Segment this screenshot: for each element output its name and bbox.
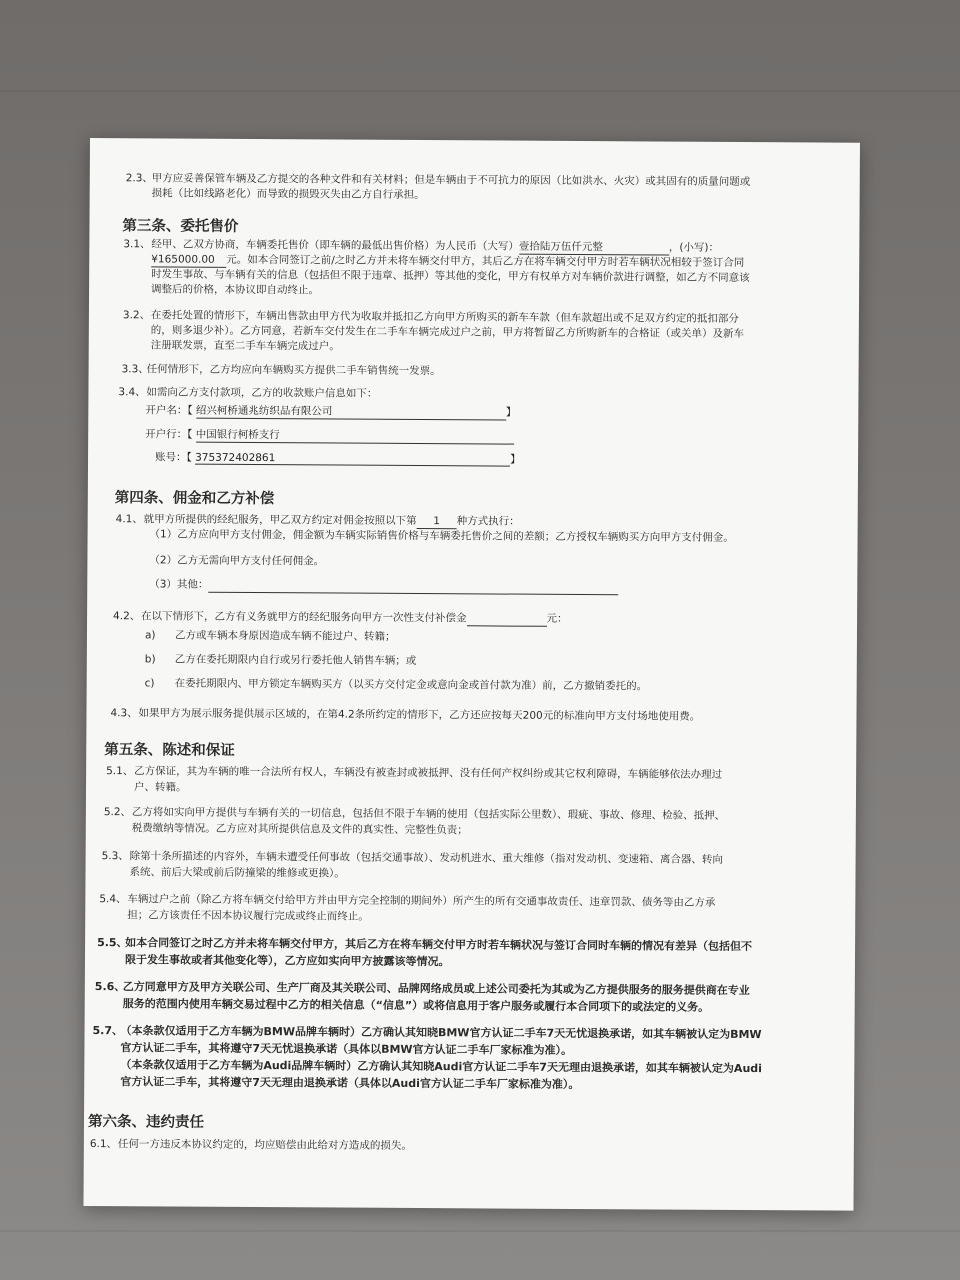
clause-3-1-line4: 调整后的价格，本协议即自动终止。 [151, 283, 320, 297]
clause-4-3-line1: 如果甲方为展示服务提供展示区域的，在第4.2条所约定的情形下，乙方还应按每天200元的标准向甲方支付场地使用费。 [138, 707, 701, 723]
clause-5-2-number: 5.2、 [103, 806, 132, 819]
commission-option-3-label: （3）其他： [149, 578, 209, 591]
clause-5-2-line1: 乙方将如实向甲方提供与车辆有关的一切信息，包括但不限于车辆的使用（包括实际公里数）、瑕疵、事故、修理、检验、抵押、 [131, 806, 726, 822]
item-c-text: 在委托期限内、甲方锁定车辆购买方（以买方交付定金或意向金或首付款为准）前，乙方撤销委托的。 [174, 677, 648, 693]
clause-5-1-line1: 乙方保证，其为车辆的唯一合法所有权人，车辆没有被查封或被抵押、没有任何产权纠纷或其它权利障碍，车辆能够依法办理过 [134, 765, 723, 781]
clause-5-3-line2: 系统、前后大梁或前后防撞梁的维修或更换）。 [129, 866, 345, 880]
clause-4-1-text: 就甲方所提供的经纪服务，甲乙双方约定对佣金按照以下第 [143, 513, 417, 528]
clause-5-3-number: 5.3、 [101, 850, 129, 863]
account-value: 375372402861 [195, 452, 510, 467]
clause-3-2-number: 3.2、 [122, 309, 151, 322]
bank-field: 开户行：【 中国银行柯桥支行 [145, 426, 514, 444]
account-label: 账号： [155, 451, 187, 464]
clause-5-4-number: 5.4、 [99, 893, 127, 906]
bank-label: 开户行： [145, 428, 188, 441]
clause-5-1-line2: 户、转籍。 [133, 781, 187, 794]
bank-value: 中国银行柯桥支行 [196, 427, 514, 445]
clause-3-1-line3: 时发生事故、与车辆有关的信息（包括但不限于违章、抵押）等其他的变化，甲方有权单方对车辆价款进行调整，如乙方不同意该 [151, 268, 750, 285]
clause-2-3-line2: 损耗（比如线路老化）而导致的损毁灭失由乙方自行承担。 [151, 187, 425, 202]
clause-5-3-line1: 除第十条所描述的内容外，车辆未遭受任何事故（包括交通事故）、发动机进水、重大维修（指对发动机、变速箱、离合器、转向 [129, 850, 723, 866]
clause-4-2-number: 4.2、 [113, 610, 141, 623]
clause-4-2-text: 在以下情形下，乙方有义务就甲方的经纪服务向甲方一次性支付补偿金 [141, 610, 467, 625]
clause-3-1-text: ，(小写)： [668, 241, 720, 254]
clause-5-7-line4: 官方认证二手车，其将遵守7天无理由退换承诺（具体以Audi官方认证二手车厂家标准为准）。 [120, 1075, 580, 1092]
clause-5-6-line2: 服务的范围内使用车辆交易过程中乙方的相关信息（“信息”）或将信息用于客户服务或履行本合同项下的或法定的义务。 [122, 997, 710, 1014]
clause-6-1-line1: 任何一方违反本协议约定的，均应赔偿由此给对方造成的损失。 [117, 1138, 412, 1152]
clause-4-1-line1 [144, 513, 520, 529]
article-4-title: 第四条、佣金和乙方补偿 [114, 490, 275, 508]
clause-5-7-line3: （本条款仅适用于乙方车辆为Audi品牌车辆时）乙方确认其知晓Audi官方认证二手车7天无理由退换承诺，如其车辆被认定为Audi [120, 1058, 762, 1076]
clause-3-3-number: 3.3、 [121, 363, 149, 376]
contract-page [83, 138, 860, 1211]
payee-name-value: 绍兴柯桥通兆纺织品有限公司 [196, 403, 506, 421]
clause-3-2-line1: 在委托处置的情形下，车辆出售款由甲方代为收取并抵扣乙方向甲方所购买的新车车款（但车款超出或不足双方约定的抵扣部分 [150, 309, 739, 325]
payee-name-label: 开户名： [145, 404, 188, 417]
account-field: 账号：【 375372402861 】 [155, 451, 521, 466]
clause-5-6-number: 5.6、 [94, 980, 126, 994]
clause-5-5-line2: 限于发生事故或者其他变化等），乙方应如实向甲方披露该等情况。 [124, 953, 450, 969]
clause-3-2-line3: 注册联发票，直至二手车车辆完成过户。 [150, 339, 340, 353]
clause-3-2-line2: 的，则多退少补）。乙方同意，若新车交付发生在二手车车辆完成过户之前，甲方将暂留乙方所购新车的合格证（或关单）及新车 [150, 324, 745, 340]
commission-option-3 [149, 578, 618, 595]
clause-5-5-number: 5.5、 [97, 936, 128, 950]
wood-grain [0, 1230, 960, 1232]
item-a-text: 乙方或车辆本身原因造成车辆不能过户、转籍； [174, 629, 396, 643]
clause-4-3-number: 4.3、 [110, 707, 138, 720]
clause-5-6-line1: 乙方同意甲方及甲方关联公司、生产厂商及其关联公司、品牌网络成员或上述公司委托为其或为乙方提供服务的服务提供商在专业 [122, 980, 750, 998]
item-a-label: a) [144, 629, 156, 642]
clause-6-1-number: 6.1、 [89, 1138, 118, 1151]
clause-5-2-line2: 税费缴纳等情况。乙方应对其所提供信息及文件的真实性、完整性负责； [131, 822, 468, 837]
clause-5-7-line2: 官方认证二手车，其将遵守7天无忧退换承诺（具体以BMW官方认证二手车厂家标准为准）。 [120, 1041, 573, 1057]
clause-3-3-line1: 任何情形下，乙方均应向车辆购买方提供二手车销售统一发票。 [146, 363, 441, 378]
clause-4-2-line1 [141, 610, 568, 627]
clause-3-4-line1: 如需向乙方支付款项，乙方的收款账户信息如下： [146, 386, 378, 400]
clause-3-1-number: 3.1、 [123, 238, 151, 251]
item-b-label: b) [144, 653, 156, 666]
clause-2-3-line1: 甲方应妥善保管车辆及乙方提交的各种文件和有关材料；但是车辆由于不可抗力的原因（比如洪水、火灾）或其固有的质量问题或 [151, 172, 751, 189]
clause-3-1-text: 经甲、乙双方协商，车辆委托售价（即车辆的最低出售价格）为人民币（大写） [151, 238, 519, 253]
clause-4-1-number: 4.1、 [115, 513, 143, 526]
clause-5-4-line2: 担；乙方该责任不因本协议履行完成或终止而终止。 [127, 909, 369, 923]
article-5-title: 第五条、陈述和保证 [104, 742, 235, 759]
clause-4-2-text: 元： [546, 612, 568, 625]
clause-5-7-line1: （本条款仅适用于乙方车辆为BMW品牌车辆时）乙方确认其知晓BMW官方认证二手车7天无忧退换承诺，如其车辆被认定为BMW [120, 1024, 762, 1042]
commission-option-choice: 1 [417, 515, 457, 529]
clause-2-3-number: 2.3、 [125, 172, 153, 185]
commission-option-2: （2）乙方无需向甲方支付任何佣金。 [149, 554, 325, 568]
item-c-label: c) [144, 677, 155, 690]
item-b-text: 乙方在委托期限内自行或另行委托他人销售车辆；或 [174, 653, 417, 668]
clause-5-1-number: 5.1、 [106, 765, 134, 778]
clause-5-7-number: 5.7、 [92, 1024, 124, 1038]
clause-5-5-line1: 如本合同签订之时乙方并未将车辆交付甲方，其后乙方在将车辆交付甲方时若车辆状况与签订合同时车辆的情况有差异（包括但不 [125, 936, 753, 954]
clause-3-1-text: 元。如本合同签订之前/之时乙方并未将车辆交付甲方，其后乙方在将车辆交付甲方时若车辆状况相较于签订合同 [226, 253, 745, 269]
payee-name-field: 开户名：【 绍兴柯桥通兆纺织品有限公司 】 [145, 404, 517, 419]
article-6-title: 第六条、违约责任 [87, 1114, 205, 1131]
article-3-title: 第三条、委托售价 [122, 218, 239, 235]
price-uppercase: 壹拾陆万伍仟元整 [519, 241, 669, 256]
price-lowercase: ¥165000.00 [151, 253, 226, 267]
clause-5-4-line1: 车辆过户之前（除乙方将车辆交付给甲方并由甲方完全控制的期间外）所产生的所有交通事故责任、违章罚款、债务等由乙方承 [127, 893, 716, 909]
commission-option-1: （1）乙方应向甲方支付佣金，佣金额为车辆实际销售价格与车辆委托售价之间的差额；乙方授权车辆购买方向甲方支付佣金。 [149, 528, 734, 544]
clause-4-1-text: 种方式执行： [456, 515, 520, 528]
wood-grain [0, 90, 960, 92]
clause-3-4-number: 3.4、 [118, 386, 146, 399]
